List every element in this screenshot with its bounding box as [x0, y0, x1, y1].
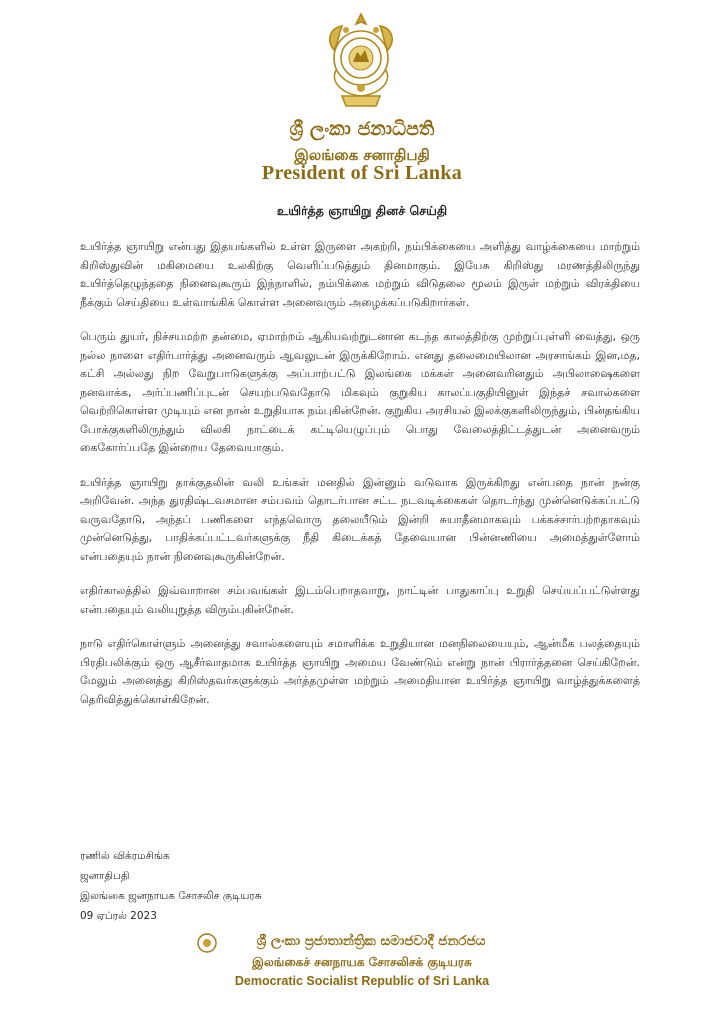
paragraph-4: எதிர்காலத்தில் இவ்வாறான சம்பவங்கள் இடம்பெறாதவாறு, நாட்டின் பாதுகாப்பு உறுதி செய்யப்பட்டுள்ளது என்பதையும் வலியுறுத்த விரும்புகின்றேன். — [80, 584, 640, 616]
footer-english: Democratic Socialist Republic of Sri Lanka — [234, 974, 490, 988]
sri-lanka-emblem-icon — [322, 10, 400, 110]
document-title: உயிர்த்த ஞாயிறு தினச் செய்தி — [276, 203, 448, 218]
message-body — [80, 238, 640, 725]
signatory-country: இலங்கை ஜனநாயக சோசலிச குடியரசு — [80, 890, 262, 902]
message-date: 09 ஏப்ரல் 2023 — [80, 910, 157, 922]
paragraph-2: பெரும் துயர், நிச்சயமற்ற தன்மை, ஏமாற்றம் ஆகியவற்றுடனான கடந்த காலத்திற்கு முற்றுப்புள்ளி வைத்து, ஒரு நல்ல நாளை எதிர்பார்த்து அனைவரும் ஆவலுடன் இருக்கிறோம். எனது தலைமையிலான அரசாங்கம் இன,மத, கட்சி அல்லது நிற வேறுபாடுகளுக்கு அப்பாற்பட்டு இலங்கை மக்கள் அனைவரினதும் அபிலாஷைகளை நனவாக்க, அர்ப்பணிப்புடன் செயற்படுவதோடு மிகவும் குறுகிய காலப்பகுதியினுள் இந்தச் சவால்களை வெற்றிகொள்ள முடியும் என நான் உறுதியாக நம்புகின்றேன். குறுகிய அரசியல் இலக்குகளிலிருந்தும், பின்தங்கிய போக்குகளிலிருந்தும் விலகி நாட்டைக் கட்டியெழுப்பும் பொது வேலைத்திட்டத்துடன் அனைவரும் கைகோர்ப்பதே இன்றைய தேவையாகும். — [80, 330, 640, 454]
paragraph-3: உயிர்த்த ஞாயிறு தாக்குதலின் வலி உங்கள் மனதில் இன்னும் வடுவாக இருக்கிறது என்பதை நான் நன்கு அறிவேன். அந்த துரதிஷ்டவசமான சம்பவம் தொடர்பான சட்ட நடவடிக்கைகள் தொடர்ந்து முன்னெடுக்கப்பட்டு வருவதோடு, அந்தப் பணிகளை எந்தவொரு தலையீடும் இன்றி சுயாதீனமாகவும் பக்கச்சார்பற்றதாகவும் முன்னெடுத்து, பாதிக்கப்பட்டவர்களுக்கு நீதி கிடைக்கத் தேவையான பின்னணியை அமைத்துள்ளோம் என்பதையும் நான் நினைவுகூருகின்றேன். — [80, 475, 640, 563]
signatory-name: ரணில் விக்ரமசிங்க — [80, 850, 170, 862]
paragraph-5: நாடு எதிர்கொள்ளும் அனைத்து சவால்களையும் சமாளிக்க உறுதியான மனநிலையையும், ஆன்மீக பலத்தையும் பிரதிபலிக்கும் ஒரு ஆசீர்வாதமாக உயிர்த்த ஞாயிறு அமைய வேண்டும் என்று நான் பிரார்த்தனை செய்கிறேன். மேலும் அனைத்து கிறிஸ்தவர்களுக்கும் அர்த்தமுள்ள மற்றும் அமைதியான உயிர்த்த ஞாயிறு வாழ்த்துக்களைத் தெரிவித்துக்கொள்கிறேன். — [80, 637, 640, 706]
footer-tamil: இலங்கைச் சனநாயக சோசலிசக் குடியரசு — [252, 955, 472, 969]
signature-block — [80, 846, 262, 926]
footer-sinhala: ශ්‍රී ලංකා ප්‍රජාතාන්ත්‍රික සමාජවාදී ජනරජය — [256, 933, 486, 949]
header-sinhala-title: ශ්‍රී ලංකා ජනාධිපති — [289, 118, 435, 140]
header-english-title: President of Sri Lanka — [261, 162, 463, 184]
paragraph-1: உயிர்த்த ஞாயிறு என்பது இதயங்களில் உள்ள இருளை அகற்றி, நம்பிக்கையை அளித்து வாழ்க்கையை மாற்றும் கிறிஸ்துவின் மகிமையை உலகிற்கு வெளிப்படுத்தும் தினமாகும். இயேசு கிறிஸ்து மரணத்திலிருந்து உயிர்த்தெழுந்ததை நினைவுகூரும் இந்நாளில், நம்பிக்கை மற்றும் விடுதலை மூலம் இருள் மற்றும் விரக்தியை நீக்கும் செய்தியை உள்வாங்கிக் கொள்ள அனைவரும் அழைக்கப்படுகிறார்கள். — [80, 240, 640, 309]
header-tamil-title: இலங்கை சனாதிபதி — [294, 146, 430, 164]
signatory-role: ஜனாதிபதி — [80, 870, 130, 882]
